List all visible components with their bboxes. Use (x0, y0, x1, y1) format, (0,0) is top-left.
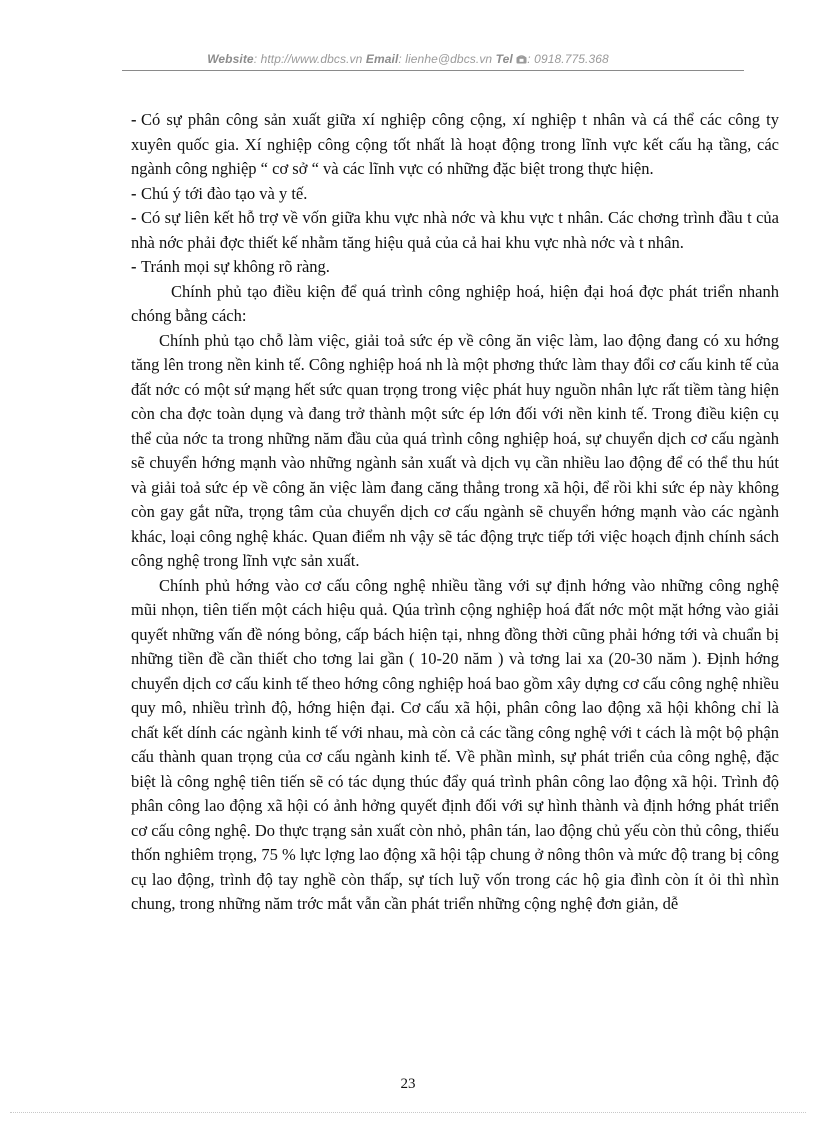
bullet-marker: - (131, 208, 137, 227)
bullet-paragraph-1 (131, 108, 779, 182)
paragraph-1: Chính phủ tạo điều kiện để quá trình công nghiệp hoá, hiện đại hoá đợc phát triển nhanh chóng bằng cách: (131, 281, 779, 325)
bullet-paragraph-2 (131, 182, 779, 207)
page-bottom-border (10, 1112, 806, 1113)
bullet-marker: - (131, 257, 137, 276)
email-label: Email (365, 52, 399, 66)
phone-icon (516, 54, 527, 64)
bullet-text-1: Có sự phân công sản xuất giữa xí nghiệp công cộng, xí nghiệp t nhân và cá thể các công ty xuyên quốc gia. Xí nghiệp công cộng tốt nhất là hoạt động trong lĩnh vực kết cấu hạ tầng, các ngành công nghiệp “ cơ sở “ và các lĩnh vực có những đặc biệt trong thực hiện. (131, 110, 779, 178)
header-divider (122, 70, 744, 71)
bullet-marker: - (131, 183, 137, 203)
document-body (131, 108, 779, 917)
bullet-marker: - (131, 110, 137, 129)
bullet-text-4: Tránh mọi sự không rõ ràng. (141, 257, 330, 276)
website-value: : http://www.dbcs.vn (253, 52, 363, 66)
paragraph-3: Chính phủ hớng vào cơ cấu công nghệ nhiều tầng với sự định hớng vào những công nghệ mũi nhọn, tiên tiến một cách hiệu quả. Qúa trình cộng nghiệp hoá đất nớc một mặt hớng vào giải quyết những vấn đề nóng bỏng, cấp bách hiện tại, nhng đồng thời cũng phải hớng tới và chuẩn bị những tiền đề cần thiết cho tơng lai gần ( 10-20 năm ) và tơng lai xa (20-30 năm ). Định hớng chuyển dịch cơ cấu kinh tế theo hớng công nghiệp hoá bao gồm xây dựng cơ cấu công nghệ nhiều quy mô, nhiều trình độ, hớng hiện đại. Cơ cấu xã hội, phân công lao động xã hội không chỉ là chất kết dính các ngành kinh tế với nhau, mà còn cả các tầng công nghệ với t cách là một bộ phận cấu thành quan trọng của cơ cấu ngành kinh tế. Về phần mình, sự phát triển của công nghệ, đặc biệt là công nghệ tiên tiến sẽ có tác dụng thúc đẩy quá trình phân công lao động xã hội. Trình độ phân công lao động xã hội có ảnh hởng quyết định đối với sự hình thành và định hớng phát triển cơ cấu công nghệ. Do thực trạng sản xuất còn nhỏ, phân tán, lao động chủ yếu còn thủ công, thiếu thốn nghiêm trọng, 75 % lực lợng lao động xã hội tập chung ở nông thôn và mức độ trang bị công cụ lao động, trình độ tay nghề còn thấp, sự tích luỹ vốn trong các hộ gia đình còn ít ỏi thì nhìn chung, trong những năm trớc mắt vẫn cần phát triển những cộng nghệ đơn giản, dễ (131, 575, 779, 913)
bullet-text-3: Có sự liên kết hỗ trợ về vốn giữa khu vực nhà nớc và khu vực t nhân. Các chơng trình đầu t của nhà nớc phải đợc thiết kế nhằm tăng hiệu quả của cả hai khu vực nhà nớc và t nhân. (131, 208, 779, 252)
tel-value: : 0918.775.368 (527, 52, 609, 66)
bullet-paragraph-3 (131, 206, 779, 255)
bullet-paragraph-4 (131, 255, 779, 280)
tel-label: Tel (495, 52, 513, 66)
paragraph-2: Chính phủ tạo chỗ làm việc, giải toả sức ép về công ăn việc làm, lao động đang có xu hớng tăng lên trong nền kinh tế. Công nghiệp hoá nh là một phơng thức làm thay đổi cơ cấu kinh tế của đất nớc có một sứ mạng hết sức quan trọng trong việc phát huy nguồn nhân lực rất tiềm tàng hiện còn cha đợc toàn dụng và đang trở thành một sức ép lớn đối với nền kinh tế. Trong điều kiện cụ thể của nớc ta trong những năm đầu của quá trình công nghiệp hoá, sự chuyển dịch cơ cấu ngành sẽ chuyển hớng mạnh vào những ngành sản xuất và dịch vụ cần nhiều lao động để có thể thu hút và giải toả sức ép về công ăn việc làm đang căng thẳng trong xã hội, để rồi khi sức ép này không còn gay gắt nữa, trọng tâm của chuyển dịch cơ cấu ngành sẽ chuyển hớng mạnh vào các ngành khác, loại công nghệ khác. Quan điểm nh vậy sẽ tác động trực tiếp tới việc hoạch định chính sách công nghệ trong lĩnh vực sản xuất. (131, 330, 779, 570)
email-value: : lienhe@dbcs.vn (398, 52, 493, 66)
website-label: Website (207, 52, 254, 66)
bullet-text-2: Chú ý tới đào tạo và y tế. (141, 183, 308, 203)
page-header (0, 52, 816, 66)
page-number: 23 (400, 1076, 416, 1092)
